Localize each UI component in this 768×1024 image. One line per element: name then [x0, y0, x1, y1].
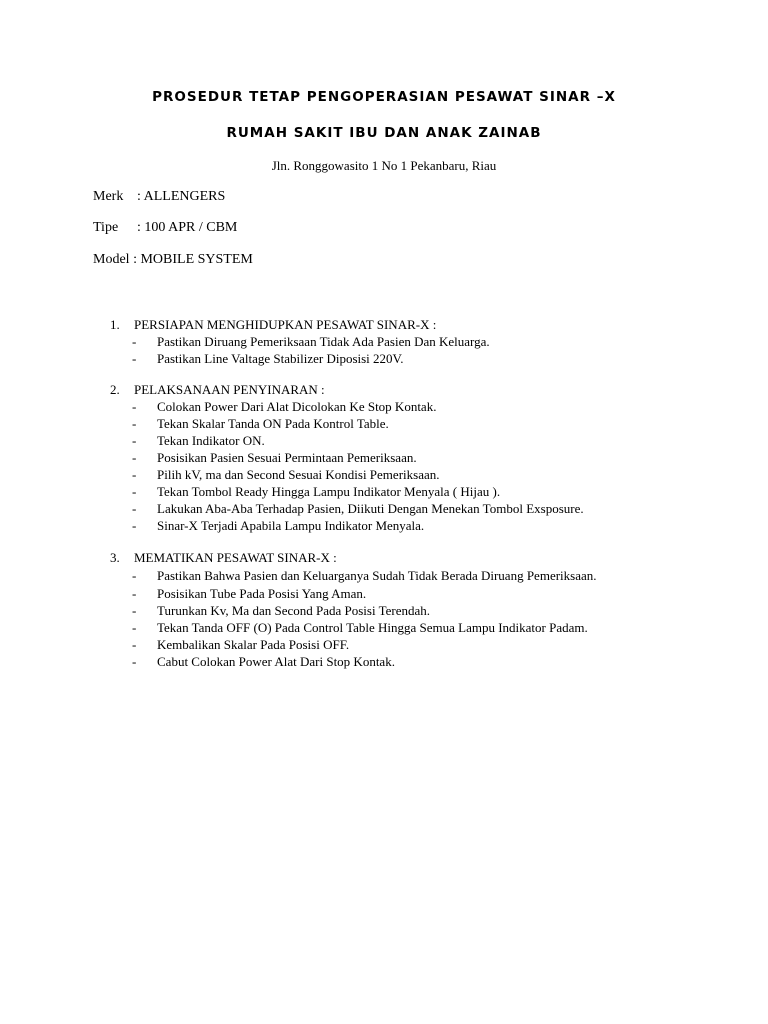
step-text: Turunkan Kv, Ma dan Second Pada Posisi Terendah.: [157, 603, 431, 618]
meta-model: [93, 252, 253, 268]
section-heading: [110, 316, 676, 333]
step-text: Colokan Power Dari Alat Dicolokan Ke Stop Kontak.: [157, 399, 437, 414]
bullet-dash: -: [132, 501, 137, 516]
section-heading: [110, 549, 676, 566]
list-item: [132, 432, 676, 449]
meta-merk: [93, 189, 225, 205]
list-item: [132, 350, 676, 367]
hospital-name: RUMAH SAKIT IBU DAN ANAK ZAINAB: [226, 125, 542, 141]
section-number: 2.: [110, 382, 120, 397]
document-title: PROSEDUR TETAP PENGOPERASIAN PESAWAT SINAR –X: [152, 89, 616, 105]
bullet-dash: -: [132, 518, 137, 533]
bullet-dash: -: [132, 334, 137, 349]
list-item: [132, 500, 676, 517]
bullet-dash: -: [132, 433, 137, 448]
bullet-dash: -: [132, 568, 137, 583]
step-text: Tekan Tanda OFF (O) Pada Control Table Hingga Semua Lampu Indikator Padam.: [157, 620, 588, 635]
step-text: Tekan Skalar Tanda ON Pada Kontrol Table.: [157, 416, 389, 431]
hospital-address: Jln. Ronggowasito 1 No 1 Pekanbaru, Riau: [271, 158, 497, 173]
section-persiapan: [110, 316, 676, 367]
step-list: [110, 566, 676, 670]
merk-label: Merk: [93, 189, 124, 204]
section-number: 3.: [110, 550, 120, 565]
step-text: Lakukan Aba-Aba Terhadap Pasien, Diikuti Dengan Menekan Tombol Exsposure.: [157, 501, 584, 516]
section-mematikan: [110, 549, 676, 670]
bullet-dash: -: [132, 416, 137, 431]
step-list: [110, 398, 676, 534]
list-item: [132, 653, 676, 670]
step-text: Posisikan Tube Pada Posisi Yang Aman.: [157, 586, 367, 601]
step-text: Pastikan Diruang Pemeriksaan Tidak Ada Pasien Dan Keluarga.: [157, 334, 490, 349]
step-text: Posisikan Pasien Sesuai Permintaan Pemeriksaan.: [157, 450, 417, 465]
list-item: [132, 415, 676, 432]
list-item: [132, 619, 676, 636]
step-text: Sinar-X Terjadi Apabila Lampu Indikator Menyala.: [157, 518, 425, 533]
bullet-dash: -: [132, 654, 137, 669]
step-list: [110, 333, 676, 367]
model-label: Model: [93, 252, 130, 267]
bullet-dash: -: [132, 586, 137, 601]
step-text: Tekan Tombol Ready Hingga Lampu Indikator Menyala ( Hijau ).: [157, 484, 501, 499]
list-item: [132, 466, 676, 483]
section-number: 1.: [110, 317, 120, 332]
section-title: PELAKSANAAN PENYINARAN :: [134, 382, 325, 397]
bullet-dash: -: [132, 399, 137, 414]
bullet-dash: -: [132, 484, 137, 499]
bullet-dash: -: [132, 351, 137, 366]
list-item: [132, 636, 676, 653]
merk-value: : ALLENGERS: [137, 189, 226, 204]
step-text: Pastikan Bahwa Pasien dan Keluarganya Sudah Tidak Berada Diruang Pemeriksaan.: [157, 568, 597, 583]
tipe-label: Tipe: [93, 220, 119, 235]
bullet-dash: -: [132, 603, 137, 618]
step-text: Pilih kV, ma dan Second Sesuai Kondisi Pemeriksaan.: [157, 467, 440, 482]
step-text: Tekan Indikator ON.: [157, 433, 265, 448]
list-item: [132, 585, 676, 602]
tipe-value: : 100 APR / CBM: [137, 220, 238, 235]
step-text: Cabut Colokan Power Alat Dari Stop Kontak.: [157, 654, 395, 669]
list-item: [132, 483, 676, 500]
bullet-dash: -: [132, 637, 137, 652]
section-heading: [110, 381, 676, 398]
section-title: MEMATIKAN PESAWAT SINAR-X :: [134, 550, 337, 565]
model-value: : MOBILE SYSTEM: [129, 252, 253, 267]
list-item: [132, 517, 676, 534]
bullet-dash: -: [132, 620, 137, 635]
list-item: [132, 398, 676, 415]
bullet-dash: -: [132, 450, 137, 465]
section-title: PERSIAPAN MENGHIDUPKAN PESAWAT SINAR-X :: [134, 317, 437, 332]
step-text: Pastikan Line Valtage Stabilizer Diposisi 220V.: [157, 351, 404, 366]
list-item: [132, 333, 676, 350]
list-item: [132, 566, 676, 585]
list-item: [132, 602, 676, 619]
step-text: Kembalikan Skalar Pada Posisi OFF.: [157, 637, 350, 652]
list-item: [132, 449, 676, 466]
bullet-dash: -: [132, 467, 137, 482]
meta-tipe: [93, 220, 237, 236]
section-pelaksanaan: [110, 381, 676, 534]
